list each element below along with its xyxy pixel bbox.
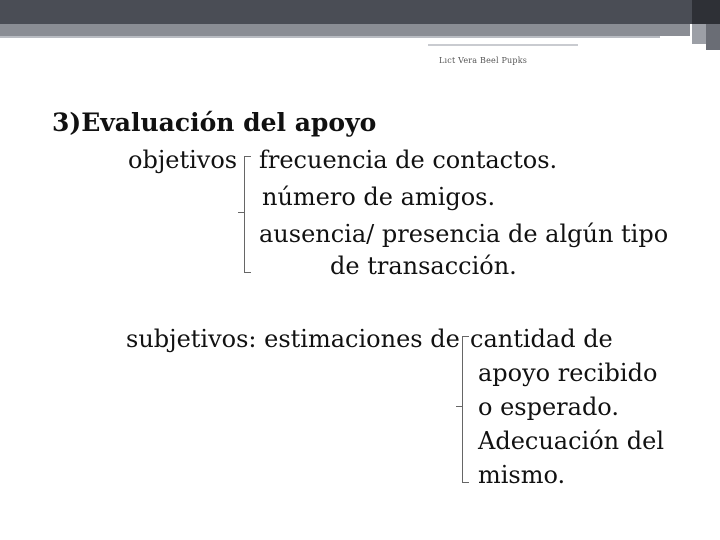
author-caption: Lıct Vera Beel Pupks	[439, 56, 528, 65]
subjetivos-brace-tip	[456, 406, 462, 407]
subjetivos-item-3: o esperado.	[478, 393, 619, 421]
header-rule	[0, 36, 660, 38]
subjetivos-brace-lower	[462, 406, 469, 483]
subjetivos-item-5: mismo.	[478, 461, 566, 489]
banner-accent	[692, 0, 720, 24]
header-underline	[428, 44, 578, 46]
subjetivos-item-2: apoyo recibido	[478, 359, 658, 387]
objetivos-brace-lower	[244, 212, 251, 273]
subjetivos-brace-upper	[462, 336, 469, 407]
subjetivos-item-4: Adecuación del	[478, 427, 664, 455]
objetivos-item-4: de transacción.	[330, 252, 517, 280]
objetivos-item-3: ausencia/ presencia de algún tipo	[259, 220, 669, 248]
objetivos-label: objetivos	[128, 146, 238, 174]
objetivos-item-1: frecuencia de contactos.	[259, 146, 558, 174]
header-band	[0, 24, 690, 36]
corner-decoration-inner	[692, 24, 706, 44]
objetivos-brace-tip	[238, 212, 244, 213]
objetivos-item-2: número de amigos.	[262, 183, 496, 211]
slide-title: 3)Evaluación del apoyo	[52, 108, 377, 137]
subjetivos-label: subjetivos: estimaciones de	[126, 325, 460, 353]
objetivos-brace-upper	[244, 156, 251, 213]
top-banner	[0, 0, 720, 24]
subjetivos-item-1: cantidad de	[470, 325, 613, 353]
corner-decoration	[706, 24, 720, 50]
